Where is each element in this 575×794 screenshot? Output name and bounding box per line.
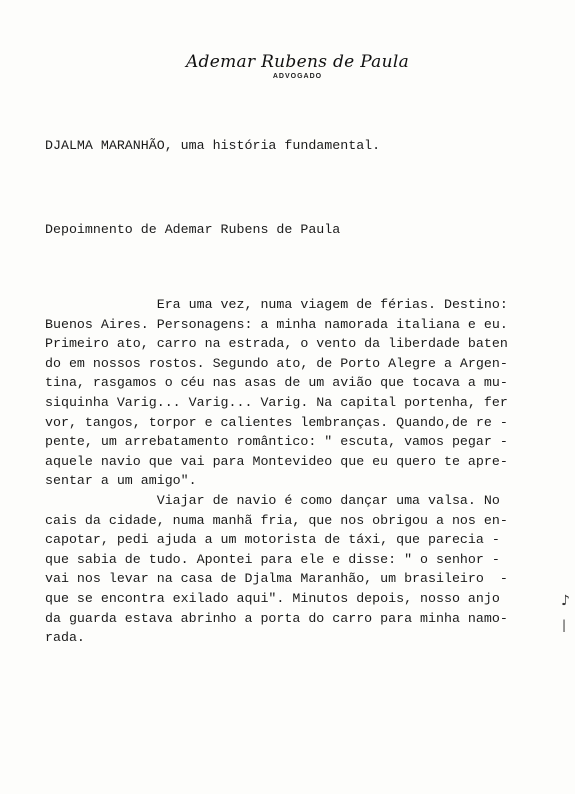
body-line: tina, rasgamos o céu nas asas de um avião que tocava a mu- xyxy=(45,375,508,391)
letterhead xyxy=(0,52,575,80)
body-line: siquinha Varig... Varig... Varig. Na capital portenha, fer xyxy=(45,394,508,410)
body-line: vor, tangos, torpor e calientes lembranças. Quando,de re - xyxy=(45,414,508,430)
body-line: da guarda estava abrinho a porta do carro para minha namo- xyxy=(45,610,508,626)
body-line: Era uma vez, numa viagem de férias. Destino: xyxy=(45,297,508,312)
document-title: DJALMA MARANHÃO, uma história fundamental. xyxy=(45,138,381,153)
document-subtitle: Depoimnento de Ademar Rubens de Paula xyxy=(45,222,341,237)
body-line: pente, um arrebatamento romântico: " escuta, vamos pegar - xyxy=(45,434,508,450)
body-line: vai nos levar na casa de Djalma Maranhão, um brasileiro - xyxy=(45,571,508,587)
body-line: sentar a um amigo". xyxy=(45,473,197,489)
body-line: que se encontra exilado aqui". Minutos depois, nosso anjo xyxy=(45,590,500,606)
body-line: Primeiro ato, carro na estrada, o vento da liberdade baten xyxy=(45,336,508,352)
letterhead-role: ADVOGADO xyxy=(272,73,323,80)
body-line: rada. xyxy=(45,630,85,646)
letterhead-name: Ademar Rubens de Paula xyxy=(185,52,410,72)
handwritten-margin-stroke: | xyxy=(562,618,567,632)
body-line: que sabia de tudo. Apontei para ele e disse: " o senhor - xyxy=(45,551,500,567)
body-line: cais da cidade, numa manhã fria, que nos obrigou a nos en- xyxy=(45,512,508,528)
body-line: aquele navio que vai para Montevideo que eu quero te apre- xyxy=(45,453,508,469)
body-line: do em nossos rostos. Segundo ato, de Porto Alegre a Argen- xyxy=(45,355,508,371)
document-body xyxy=(45,295,508,648)
body-line: capotar, pedi ajuda a um motorista de táxi, que parecia - xyxy=(45,532,500,548)
handwritten-margin-mark: ♪ xyxy=(561,593,570,609)
body-line: Viajar de navio é como dançar uma valsa. No xyxy=(45,492,500,508)
body-line: Buenos Aires. Personagens: a minha namorada italiana e eu. xyxy=(45,316,508,332)
